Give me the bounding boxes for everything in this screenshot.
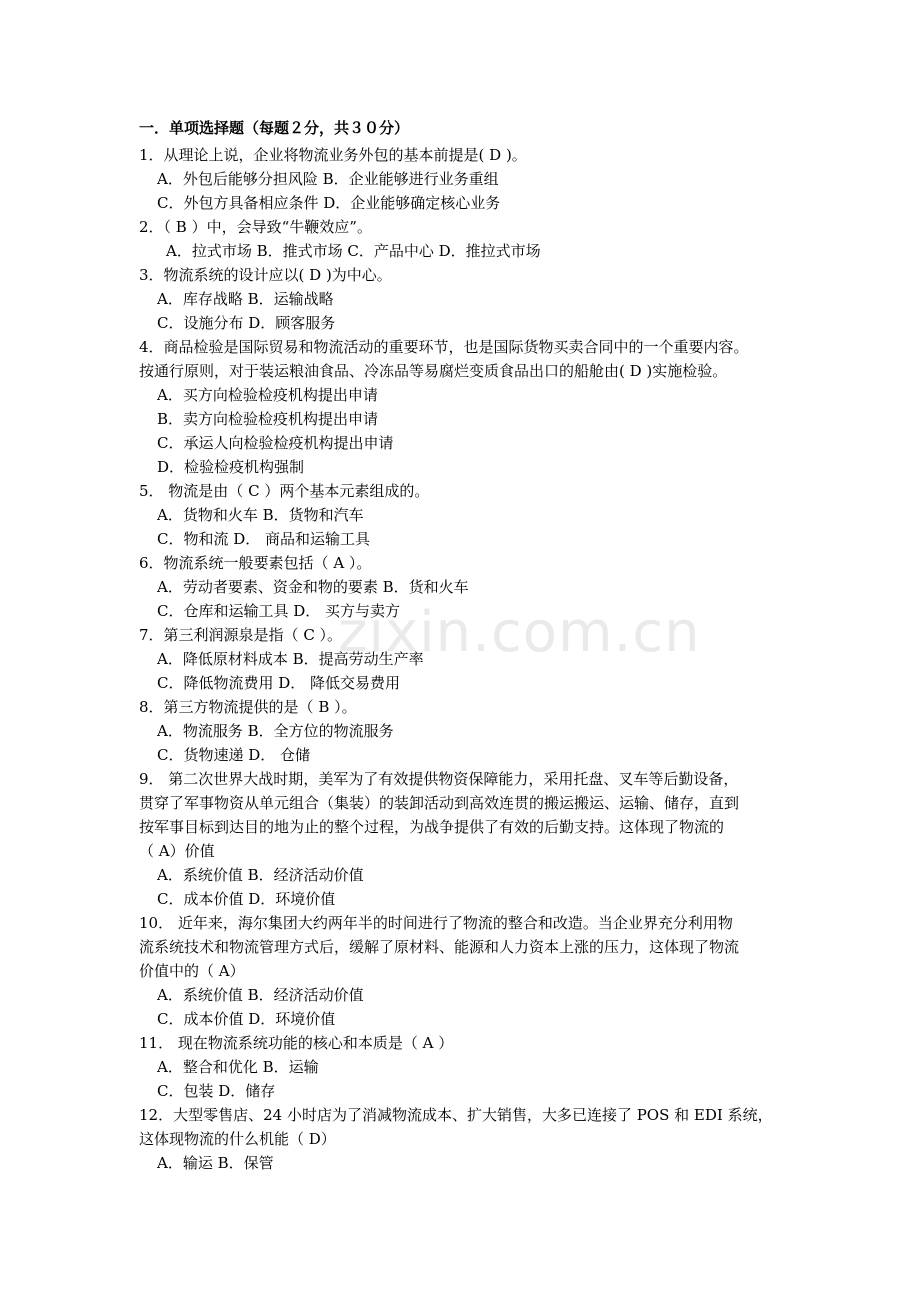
question-12-line-1: 12．大型零售店、24 小时店为了消减物流成本、扩大销售，大多已连接了 POS 和 EDI 系统， xyxy=(139,1106,773,1124)
q8-options-ab: A．物流服务 B．全方位的物流服务 xyxy=(157,722,394,740)
q10-options-cd: C．成本价值 D．环境价值 xyxy=(157,1010,336,1028)
question-9-line-4: （ A）价值 xyxy=(139,842,215,860)
q1-options-ab: A．外包后能够分担风险 B．企业能够进行业务重组 xyxy=(157,170,499,188)
question-1: 1．从理论上说，企业将物流业务外包的基本前提是( D )。 xyxy=(139,146,527,164)
question-12-line-2: 这体现物流的什么机能（ D） xyxy=(139,1130,336,1148)
q12-options-ab: A．输运 B．保管 xyxy=(157,1154,274,1172)
q10-options-ab: A．系统价值 B．经济活动价值 xyxy=(157,986,364,1004)
q3-options-cd: C．设施分布 D．顾客服务 xyxy=(157,314,336,332)
question-4-line-2: 按通行原则，对于装运粮油食品、冷冻品等易腐烂变质食品出口的船舱由( D )实施检验。 xyxy=(139,362,728,380)
q7-options-ab: A．降低原材料成本 B．提高劳动生产率 xyxy=(157,650,424,668)
q11-options-cd: C．包装 D．储存 xyxy=(157,1082,276,1100)
question-6: 6．物流系统一般要素包括（ A ）。 xyxy=(139,554,372,572)
q8-options-cd: C．货物速递 D． 仓储 xyxy=(157,746,311,764)
q1-options-cd: C．外包方具备相应条件 D．企业能够确定核心业务 xyxy=(157,194,501,212)
question-11: 11． 现在物流系统功能的核心和本质是（ A ） xyxy=(139,1034,454,1052)
q7-options-cd: C．降低物流费用 D． 降低交易费用 xyxy=(157,674,401,692)
question-5: 5． 物流是由（ C ）两个基本元素组成的。 xyxy=(139,482,430,500)
q4-option-c: C．承运人向检验检疫机构提出申请 xyxy=(157,434,394,452)
q11-options-ab: A．整合和优化 B．运输 xyxy=(157,1058,319,1076)
q9-options-cd: C．成本价值 D．环境价值 xyxy=(157,890,336,908)
question-9-line-1: 9． 第二次世界大战时期，美军为了有效提供物资保障能力，采用托盘、叉车等后勤设备， xyxy=(139,770,739,788)
question-7: 7．第三利润源泉是指（ C ）。 xyxy=(139,626,343,644)
question-10-line-1: 10． 近年来，海尔集团大约两年半的时间进行了物流的整合和改造。当企业界充分利用物 xyxy=(139,914,733,932)
q3-options-ab: A．库存战略 B．运输战略 xyxy=(157,290,334,308)
question-10-line-3: 价值中的（ A） xyxy=(139,962,245,980)
question-10-line-2: 流系统技术和物流管理方式后，缓解了原材料、能源和人力资本上涨的压力，这体现了物流 xyxy=(139,938,740,956)
q5-options-cd: C．物和流 D． 商品和运输工具 xyxy=(157,530,371,548)
question-9-line-3: 按军事目标到达目的地为止的整个过程，为战争提供了有效的后勤支持。这体现了物流的 xyxy=(139,818,725,836)
q6-options-ab: A．劳动者要素、资金和物的要素 B．货和火车 xyxy=(157,578,469,596)
q6-options-cd: C．仓库和运输工具 D． 买方与卖方 xyxy=(157,602,401,620)
question-8: 8．第三方物流提供的是（ B ）。 xyxy=(139,698,357,716)
question-4-line-1: 4．商品检验是国际贸易和物流活动的重要环节，也是国际货物买卖合同中的一个重要内容。 xyxy=(139,338,749,356)
q4-option-a: A．买方向检验检疫机构提出申请 xyxy=(157,386,378,404)
question-9-line-2: 贯穿了军事物资从单元组合（集装）的装卸活动到高效连贯的搬运搬运、运输、储存，直到 xyxy=(139,794,740,812)
q2-options: A．拉式市场 B．推式市场 C．产品中心 D．推拉式市场 xyxy=(166,242,541,260)
question-2: 2．（ B ）中，会导致“牛鞭效应”。 xyxy=(139,218,372,236)
watermark: zixin.com.cn xyxy=(338,600,701,665)
q4-option-d: D．检验检疫机构强制 xyxy=(157,458,305,476)
q5-options-ab: A．货物和火车 B．货物和汽车 xyxy=(157,506,364,524)
q4-option-b: B．卖方向检验检疫机构提出申请 xyxy=(157,410,379,428)
section-heading: 一．单项选择题（每题２分，共３０分） xyxy=(139,119,410,137)
q9-options-ab: A．系统价值 B．经济活动价值 xyxy=(157,866,364,884)
question-3: 3．物流系统的设计应以( D )为中心。 xyxy=(139,266,392,284)
